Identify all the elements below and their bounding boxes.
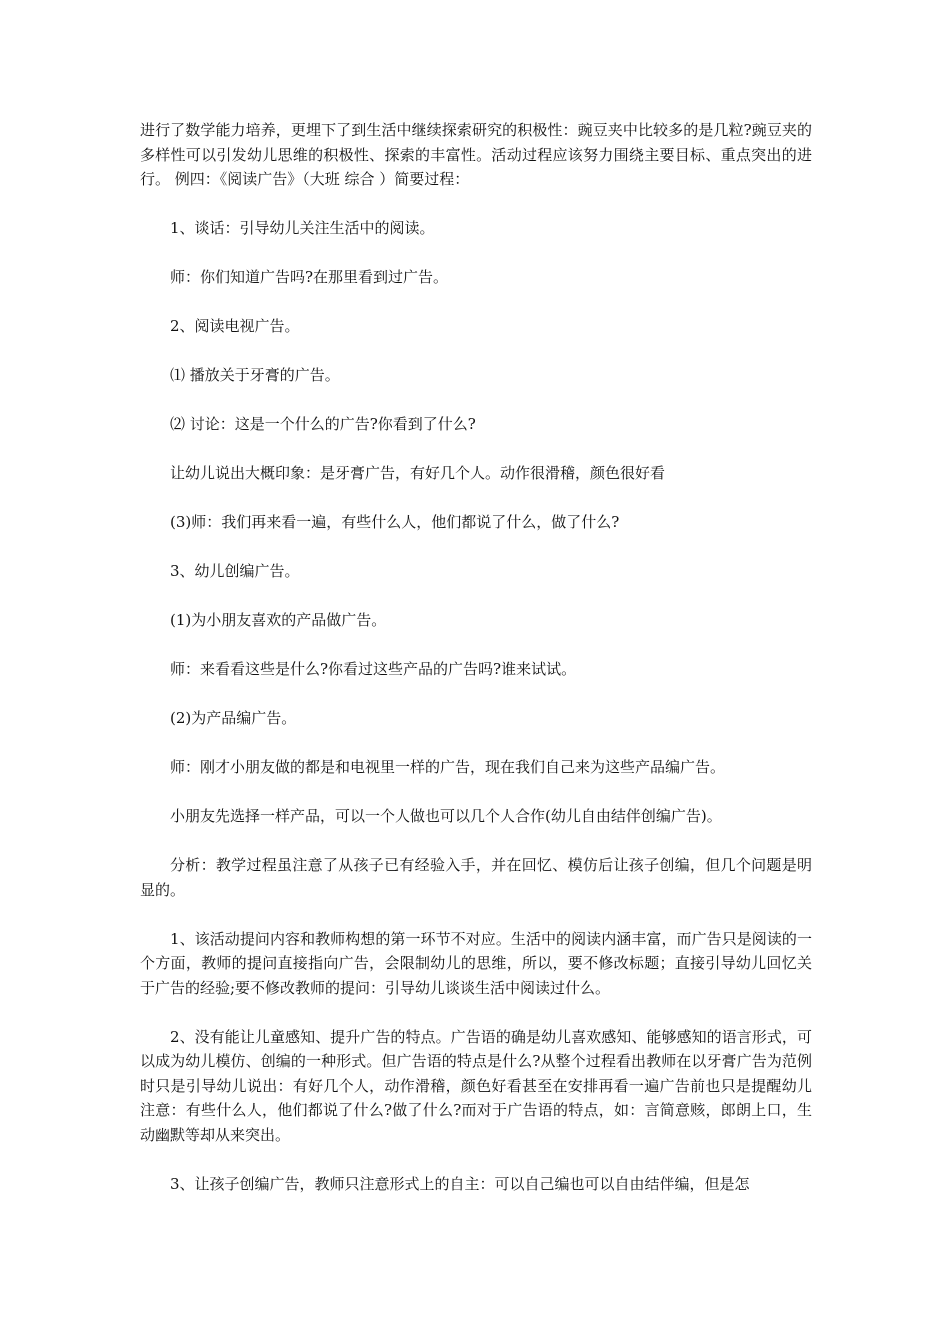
paragraph-analysis-point-1: 1、该活动提问内容和教师构想的第一环节不对应。生活中的阅读内涵丰富，而广告只是阅读的一个方面，教师的提问直接指向广告，会限制幼儿的思维，所以，要不修改标题；直接引导幼儿回忆关于广告的经验;要不修改教师的提问：引导幼儿谈谈生活中阅读过什么。 [140,929,812,997]
paragraph-analysis-point-2: 2、没有能让儿童感知、提升广告的特点。广告语的确是幼儿喜欢感知、能够感知的语言形式，可以成为幼儿模仿、创编的一种形式。但广告语的特点是什么?从整个过程看出教师在以牙膏广告为范例时只是引导幼儿说出：有好几个人，动作滑稽，颜色好看甚至在安排再看一遍广告前也只是提醒幼儿注意：有些什么人，他们都说了什么?做了什么?而对于广告语的特点，如：言简意赅，郎朗上口，生动幽默等却从来突出。 [140,1027,812,1144]
paragraph-children-activity: 小朋友先选择一样产品，可以一个人做也可以几个人合作(幼儿自由结伴创编广告)。 [170,807,722,825]
paragraph-teacher-instruction: 师：刚才小朋友做的都是和电视里一样的广告，现在我们自己来为这些产品编广告。 [170,758,726,776]
paragraph-teacher-question-1: 师：你们知道广告吗?在那里看到过广告。 [170,268,449,286]
paragraph-analysis-point-3: 3、让孩子创编广告，教师只注意形式上的自主：可以自己编也可以自由结伴编，但是怎 [170,1174,750,1193]
paragraph-substep-1: ⑴ 播放关于牙膏的广告。 [170,366,340,384]
paragraph-substep-2: ⑵ 讨论：这是一个什么的广告?你看到了什么? [170,415,476,433]
document-body [140,118,812,1221]
paragraph-step-1: 1、谈话：引导幼儿关注生活中的阅读。 [170,219,435,237]
paragraph-step-3: 3、幼儿创编广告。 [170,562,300,580]
paragraph-create-ad-1: (1)为小朋友喜欢的产品做广告。 [170,611,387,629]
paragraph-children-impression: 让幼儿说出大概印象：是牙膏广告，有好几个人。动作很滑稽，颜色很好看 [170,464,666,482]
paragraph-create-ad-2: (2)为产品编广告。 [170,709,297,727]
paragraph-analysis: 分析：教学过程虽注意了从孩子已有经验入手，并在回忆、模仿后让孩子创编，但几个问题是明显的。 [140,856,812,899]
paragraph-teacher-question-2: 师：来看看这些是什么?你看过这些产品的广告吗?谁来试试。 [170,660,577,678]
paragraph-substep-3: (3)师：我们再来看一遍，有些什么人，他们都说了什么，做了什么? [170,513,620,531]
paragraph-step-2: 2、阅读电视广告。 [170,317,300,335]
paragraph-intro: 进行了数学能力培养，更埋下了到生活中继续探索研究的积极性：豌豆夹中比较多的是几粒?豌豆夹的多样性可以引发幼儿思维的积极性、探索的丰富性。活动过程应该努力围绕主要目标、重点突出的进行。 例四：《阅读广告》（大班 综合 ）简要过程： [140,121,812,188]
